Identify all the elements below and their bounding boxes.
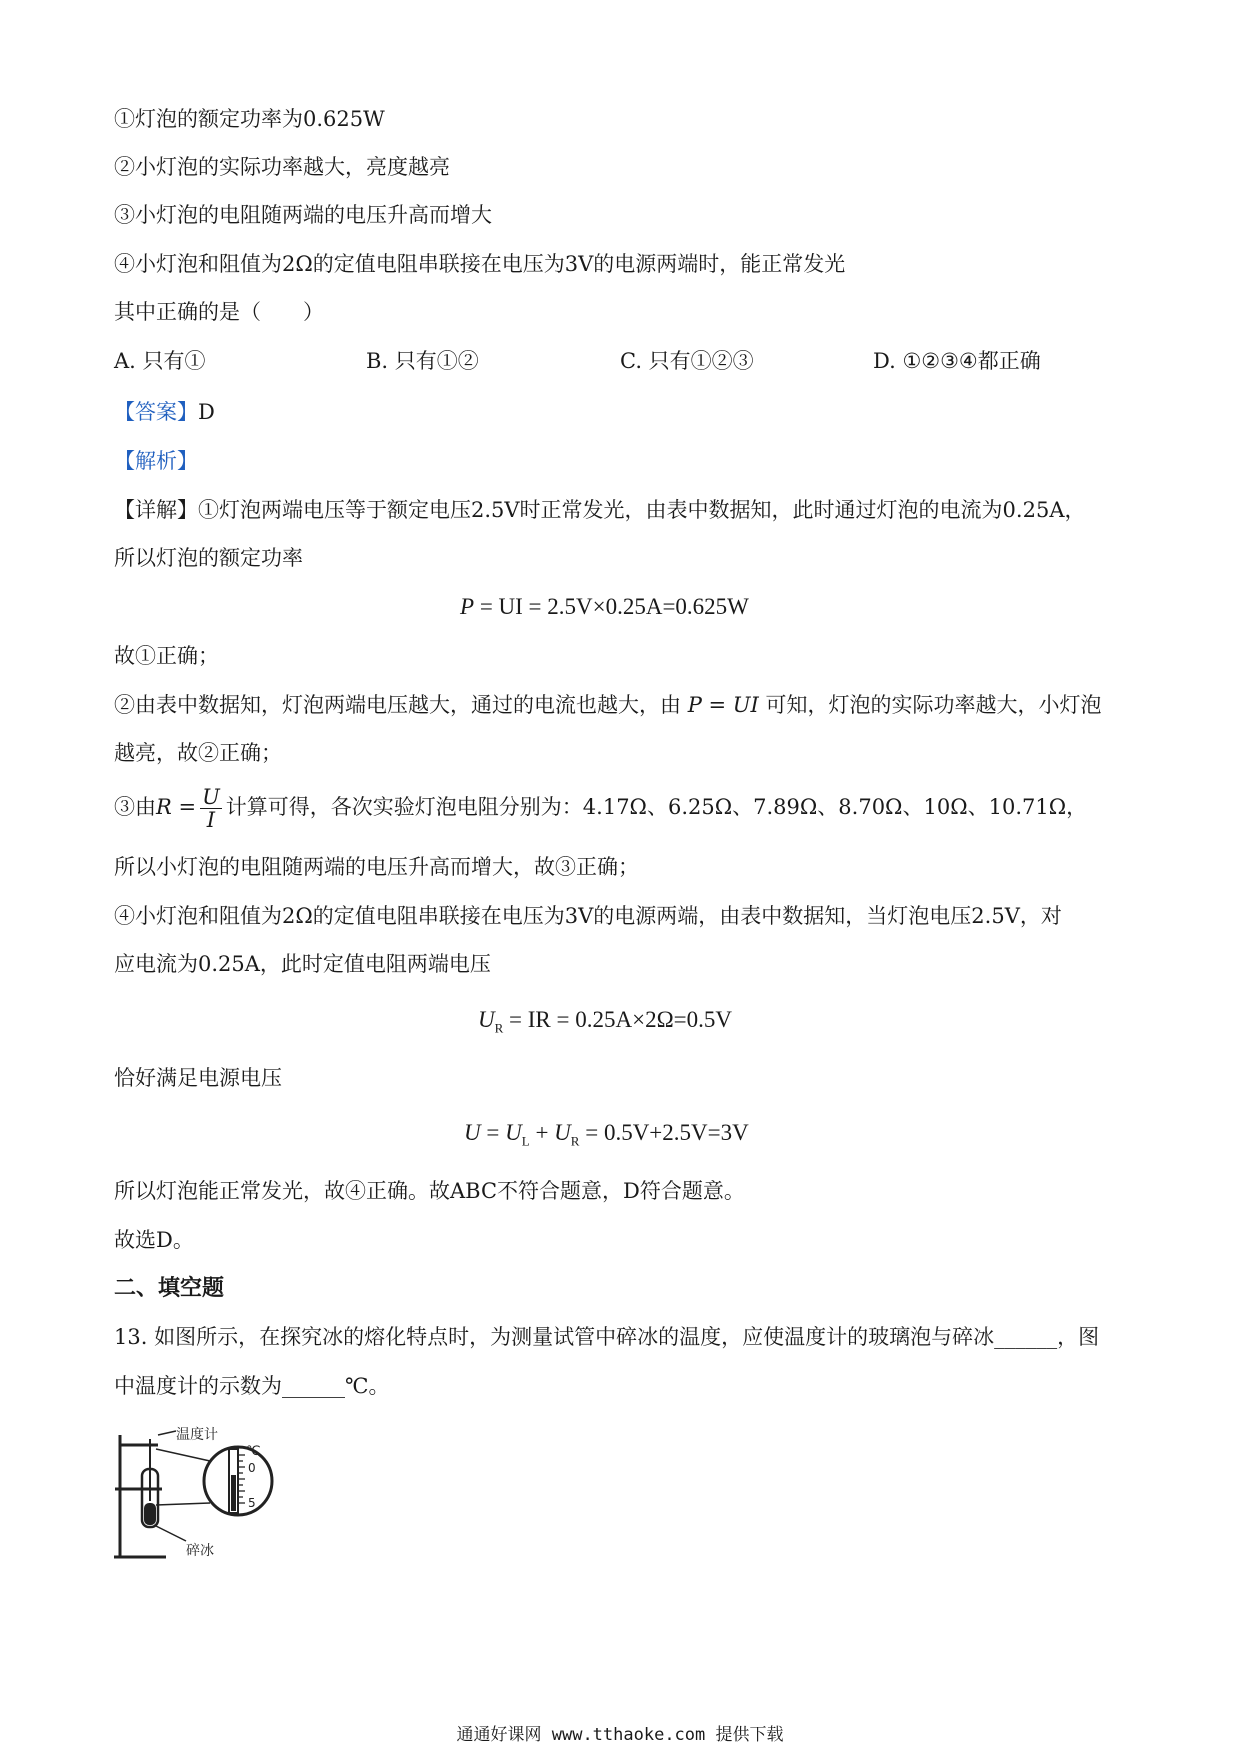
answer-line xyxy=(114,397,215,427)
fraction-u-over-i: $\frac{U}{I}$ xyxy=(202,785,220,832)
equation-resistor-voltage-body: = IR = 0.25A×2Ω=0.5V xyxy=(509,1007,732,1032)
detail-line-5: 越亮，故②正确； xyxy=(114,741,282,765)
equation-source-voltage: $U = U_L + U_R = 0.5V+2.5V=3V$ xyxy=(464,1120,749,1149)
thermometer-label: 温度计 xyxy=(176,1427,218,1443)
answer-value: D xyxy=(198,400,215,424)
detail-line-3: 故①正确； xyxy=(114,644,219,668)
statement-2: ②小灯泡的实际功率越大，亮度越亮 xyxy=(114,155,450,179)
equation-resistor-voltage: $U_R$ = IR = 0.25A×2Ω=0.5V xyxy=(478,1007,732,1036)
option-d: D. ①②③④都正确 xyxy=(873,349,1041,373)
scale-zero-label: 0 xyxy=(248,1461,256,1475)
question-prompt: 其中正确的是（ ） xyxy=(114,300,324,324)
detail-line-12: 故选D。 xyxy=(114,1228,194,1252)
detail-line-6a: ③由 xyxy=(114,795,156,819)
detail-line-4b: 可知，灯泡的实际功率越大，小灯泡 xyxy=(765,693,1102,717)
option-b: B. 只有①② xyxy=(366,349,479,373)
detail-line-6: ③由R = $\frac{U}{I}$ 计算可得，各次实验灯泡电阻分别为：4.17Ω、6.25Ω、7.89Ω、8.70Ω、10Ω、10.71Ω， xyxy=(114,785,1088,832)
detail-line-6b: 计算可得，各次实验灯泡电阻分别为：4.17Ω、6.25Ω、7.89Ω、8.70Ω、10Ω、10.71Ω， xyxy=(225,795,1088,819)
page-footer: 通通好课网 www.tthaoke.com 提供下载 xyxy=(456,1725,784,1745)
detail-line-4a: ②由表中数据知，灯泡两端电压越大，通过的电流也越大，由 xyxy=(114,693,681,717)
detail-line-8: ④小灯泡和阻值为2Ω的定值电阻串联接在电压为3V的电源两端，由表中数据知，当灯泡电压2.5V，对 xyxy=(114,904,1062,928)
crushed-ice-label: 碎冰 xyxy=(186,1543,214,1559)
statement-4: ④小灯泡和阻值为2Ω的定值电阻串联接在电压为3V的电源两端时，能正常发光 xyxy=(114,252,846,276)
detail-line-4: ②由表中数据知，灯泡两端电压越大，通过的电流也越大，由 P = UI 可知，灯泡的实际功率越大，小灯泡 xyxy=(114,693,1102,717)
detail-line-7: 所以小灯泡的电阻随两端的电压升高而增大，故③正确； xyxy=(114,855,639,879)
analysis-tag: 【解析】 xyxy=(114,449,198,473)
equation-power: P = UI = 2.5V×0.25A=0.625W xyxy=(460,594,749,619)
equation-power-body: = UI = 2.5V×0.25A=0.625W xyxy=(479,594,749,619)
liquid-column xyxy=(231,1475,236,1511)
ice-in-tube xyxy=(144,1503,156,1525)
scale-unit-label: ℃ xyxy=(246,1444,261,1459)
statement-3: ③小灯泡的电阻随两端的电压升高而增大 xyxy=(114,203,492,227)
detail-line-2: 所以灯泡的额定功率 xyxy=(114,546,303,570)
scale-five-label: 5 xyxy=(248,1496,256,1510)
question-13-line-2: 中温度计的示数为______℃。 xyxy=(114,1374,390,1398)
option-a: A. 只有① xyxy=(114,349,206,373)
thermometer-figure xyxy=(110,1425,285,1565)
question-13-line-1: 13. 如图所示，在探究冰的熔化特点时，为测量试管中碎冰的温度，应使温度计的玻璃泡与碎冰______，图 xyxy=(114,1325,1100,1349)
statement-1: ①灯泡的额定功率为0.625W xyxy=(114,107,385,131)
section-title: 二、填空题 xyxy=(114,1276,225,1301)
detail-line-9: 应电流为0.25A，此时定值电阻两端电压 xyxy=(114,952,491,976)
equation-source-voltage-body: = 0.5V+2.5V=3V xyxy=(585,1120,749,1145)
option-c: C. 只有①②③ xyxy=(620,349,754,373)
detail-line-10: 恰好满足电源电压 xyxy=(114,1066,282,1090)
answer-tag: 【答案】 xyxy=(114,400,198,424)
detail-line-11: 所以灯泡能正常发光，故④正确。故ABC不符合题意，D符合题意。 xyxy=(114,1179,745,1203)
detail-line-1: 【详解】①灯泡两端电压等于额定电压2.5V时正常发光，由表中数据知，此时通过灯泡的电流为0.25A， xyxy=(114,498,1086,522)
